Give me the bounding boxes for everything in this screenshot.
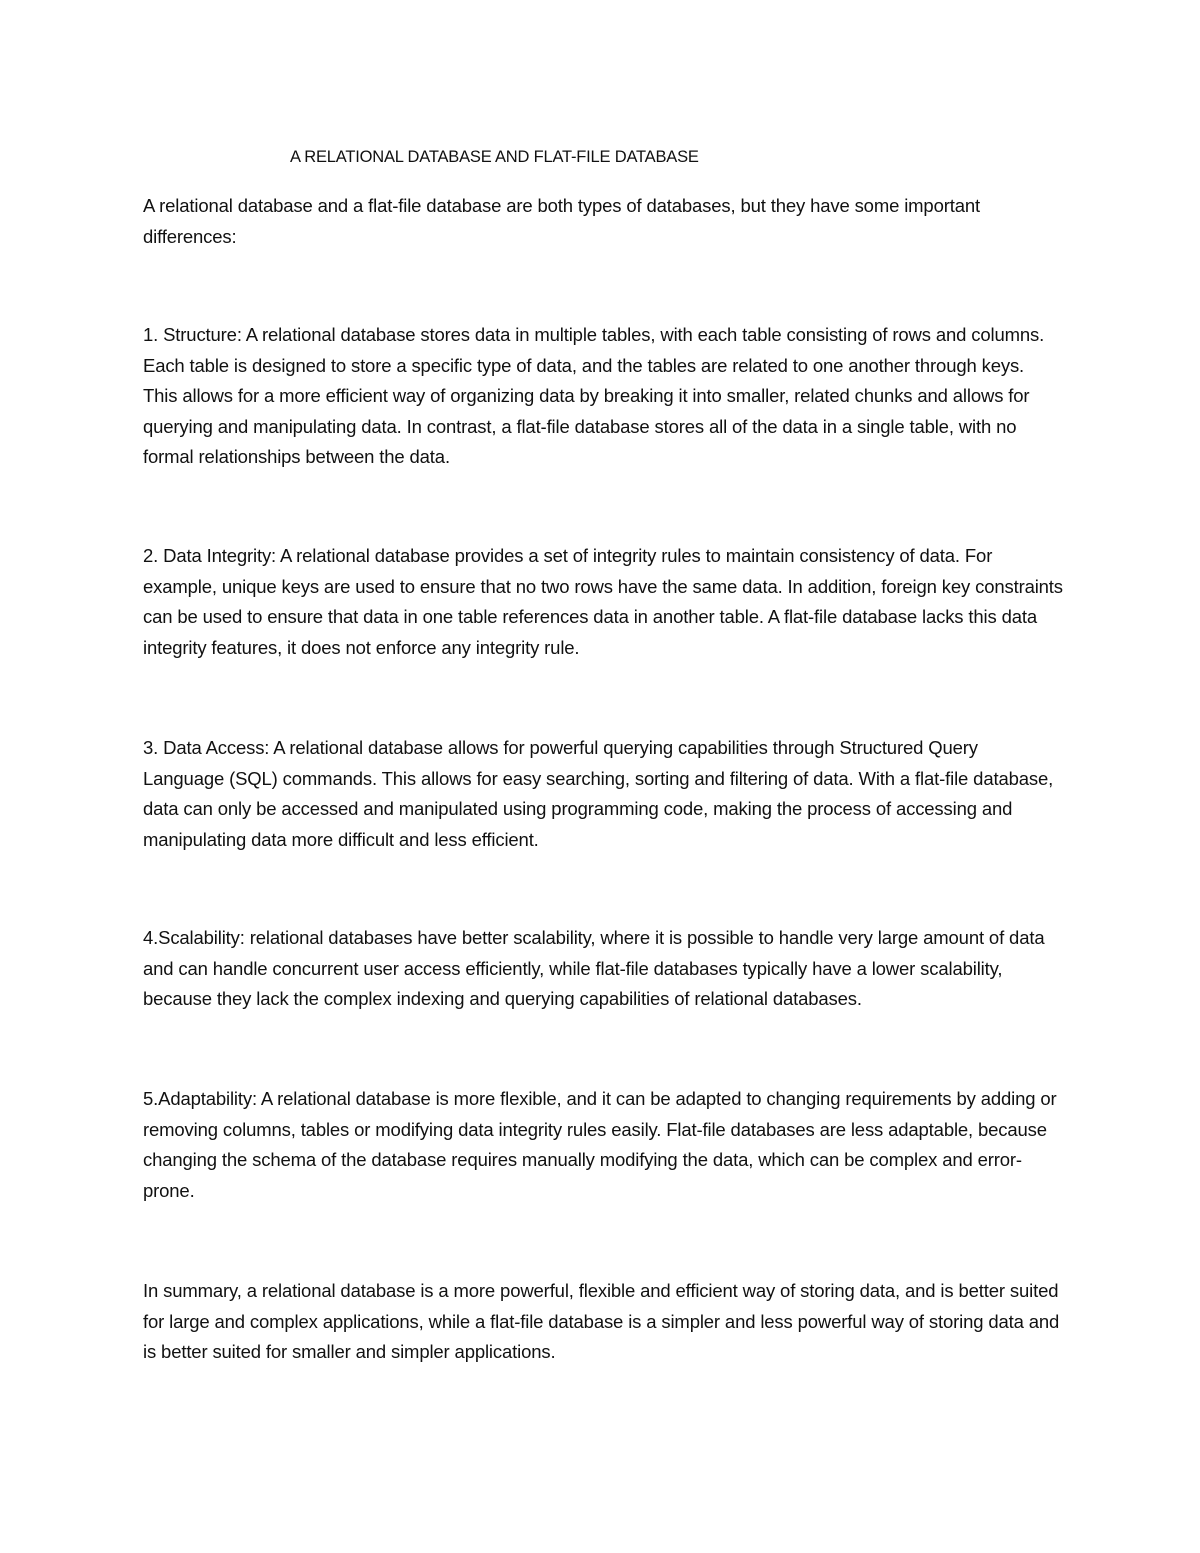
- data-integrity-paragraph: 2. Data Integrity: A relational database provides a set of integrity rules to maintain consistency of data. For example, unique keys are used to ensure that no two rows have the same data. In addition, foreign key constraints can be used to ensure that data in one table references data in another table. A flat-file database lacks this data integrity features, it does not enforce any integrity rule.: [143, 545, 1063, 658]
- scalability-paragraph: 4.Scalability: relational databases have better scalability, where it is possible to handle very large amount of data and can handle concurrent user access efficiently, while flat-file databases typically have a lower scalability, because they lack the complex indexing and querying capabilities of relational databases.: [143, 927, 1045, 1010]
- intro-paragraph: A relational database and a flat-file database are both types of databases, but they have some important differences:: [143, 195, 980, 247]
- summary-paragraph: In summary, a relational database is a more powerful, flexible and efficient way of storing data, and is better suited for large and complex applications, while a flat-file database is a simpler and less powerful way of storing data and is better suited for smaller and simpler applications.: [143, 1280, 1060, 1363]
- document-title: A RELATIONAL DATABASE AND FLAT-FILE DATABASE: [290, 148, 699, 166]
- data-access-paragraph: 3. Data Access: A relational database allows for powerful querying capabilities through Structured Query Language (SQL) commands. This allows for easy searching, sorting and filtering of data. With a flat-file database, data can only be accessed and manipulated using programming code, making the process of accessing and manipulating data more difficult and less efficient.: [143, 737, 1054, 850]
- adaptability-paragraph: 5.Adaptability: A relational database is more flexible, and it can be adapted to changing requirements by adding or removing columns, tables or modifying data integrity rules easily. Flat-file databases are less adaptable, because changing the schema of the database requires manually modifying the data, which can be complex and error-prone.: [143, 1088, 1057, 1201]
- structure-paragraph: 1. Structure: A relational database stores data in multiple tables, with each table consisting of rows and columns. Each table is designed to store a specific type of data, and the tables are related to one another through keys. This allows for a more efficient way of organizing data by breaking it into smaller, related chunks and allows for querying and manipulating data. In contrast, a flat-file database stores all of the data in a single table, with no formal relationships between the data.: [143, 324, 1045, 468]
